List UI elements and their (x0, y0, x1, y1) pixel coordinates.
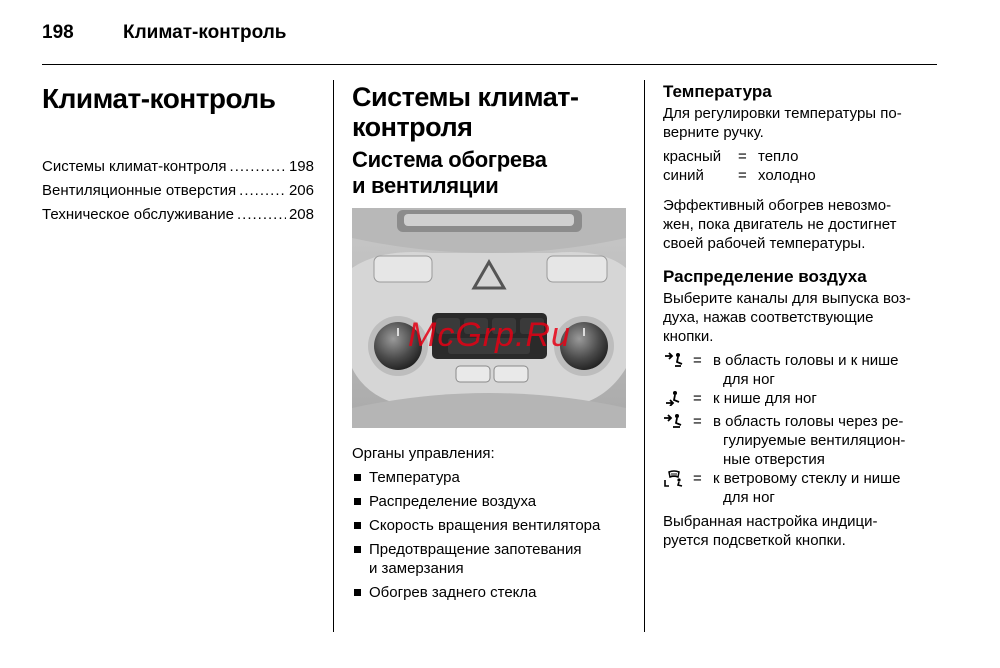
temperature-heading: Температура (663, 82, 772, 101)
bullet-square (354, 546, 361, 553)
subsection-title-line: и вентиляции (352, 173, 499, 198)
list-item (352, 583, 637, 602)
list-item (352, 468, 637, 487)
air-mode-equals: = (693, 413, 702, 430)
air-mode-description (713, 412, 943, 469)
bullet-square (354, 522, 361, 529)
text-line: Выбранная настройка индици- (663, 513, 878, 530)
toc-leader-dots (230, 155, 286, 179)
air-mode-row (663, 351, 943, 389)
text-line: жен, пока двигатель не достигнет (663, 216, 897, 233)
legend-row (663, 166, 816, 185)
subsection-title (352, 147, 547, 199)
text-line: к ветровому стеклу и нише (713, 470, 901, 487)
legend-equals: = (738, 148, 747, 165)
list-item-text-continued: и замерзания (369, 560, 464, 577)
column-divider-left (333, 80, 334, 632)
legend-value: тепло (758, 148, 799, 165)
toc-item-page: 206 (288, 182, 314, 199)
toc-leader-dots (239, 179, 286, 203)
controls-intro: Органы управления: (352, 445, 495, 462)
text-line: для ног (723, 371, 775, 388)
text-line: кнопки. (663, 328, 714, 345)
text-line: своей рабочей температуры. (663, 235, 866, 252)
legend-value: холодно (758, 167, 816, 184)
controls-list (352, 468, 637, 607)
watermark: McGrp.Ru (408, 316, 571, 354)
list-item-text: Скорость вращения вентилятора (369, 517, 601, 534)
chapter-title: Климат-контроль (42, 83, 276, 114)
text-line: Выберите каналы для выпуска воз- (663, 290, 911, 307)
list-item-text: Температура (369, 469, 460, 486)
toc-leader-dots (237, 203, 286, 227)
text-line: Эффективный обогрев невозмо- (663, 197, 892, 214)
head-and-feet-icon (663, 351, 693, 389)
temperature-legend (663, 147, 816, 185)
running-header-title: Климат-контроль (123, 22, 287, 43)
toc-item-label: Системы климат-контроля (42, 158, 227, 175)
text-line: Для регулировки температуры по- (663, 105, 902, 122)
subsection-title-line: Система обогрева (352, 147, 547, 172)
list-item (352, 516, 637, 535)
text-line: верните ручку. (663, 124, 764, 141)
air-mode-equals: = (693, 390, 702, 407)
list-item-text: Обогрев заднего стекла (369, 584, 537, 601)
section-title-line: контроля (352, 112, 473, 142)
list-item (352, 492, 637, 511)
text-line: к нише для ног (713, 390, 817, 407)
list-item-text: Предотвращение запотевания (369, 541, 582, 558)
text-line: в область головы и к нише (713, 352, 899, 369)
legend-row (663, 147, 816, 166)
text-line: для ног (723, 489, 775, 506)
air-distribution-text (663, 289, 911, 346)
temperature-text (663, 104, 902, 142)
legend-term: красный (663, 148, 722, 165)
toc-item[interactable] (42, 179, 314, 203)
list-item-text: Распределение воздуха (369, 493, 537, 510)
toc-item[interactable] (42, 155, 314, 179)
air-mode-row (663, 469, 943, 507)
air-distribution-heading: Распределение воздуха (663, 267, 867, 286)
text-line: гулируемые вентиляцион- (723, 432, 906, 449)
toc-item[interactable] (42, 203, 314, 227)
air-mode-equals: = (693, 352, 702, 369)
text-line: в область головы через ре- (713, 413, 904, 430)
section-title (352, 82, 578, 142)
section-title-line: Системы климат- (352, 82, 579, 112)
air-mode-row (663, 389, 943, 412)
air-mode-row (663, 412, 943, 469)
toc-item-label: Техническое обслуживание (42, 206, 234, 223)
head-icon (663, 412, 693, 469)
toc-item-label: Вентиляционные отверстия (42, 182, 237, 199)
air-mode-description (713, 389, 943, 412)
air-mode-list (663, 351, 943, 507)
legend-equals: = (738, 167, 747, 184)
air-mode-description (713, 351, 943, 389)
heating-note (663, 196, 897, 253)
text-line: руется подсветкой кнопки. (663, 532, 846, 549)
toc-item-page: 198 (288, 158, 314, 175)
text-line: духа, нажав соответствующие (663, 309, 874, 326)
air-mode-equals: = (693, 470, 702, 487)
page-number: 198 (42, 22, 74, 43)
column-divider-right (644, 80, 645, 632)
feet-icon (663, 389, 693, 412)
legend-term: синий (663, 167, 704, 184)
air-mode-description (713, 469, 943, 507)
list-item (352, 540, 637, 578)
bullet-square (354, 498, 361, 505)
bullet-square (354, 589, 361, 596)
final-note (663, 512, 877, 550)
toc-item-page: 208 (288, 206, 314, 223)
table-of-contents (42, 155, 314, 227)
header-rule (42, 64, 937, 65)
windshield-and-feet-icon (663, 469, 693, 507)
bullet-square (354, 474, 361, 481)
text-line: ные отверстия (723, 451, 825, 468)
